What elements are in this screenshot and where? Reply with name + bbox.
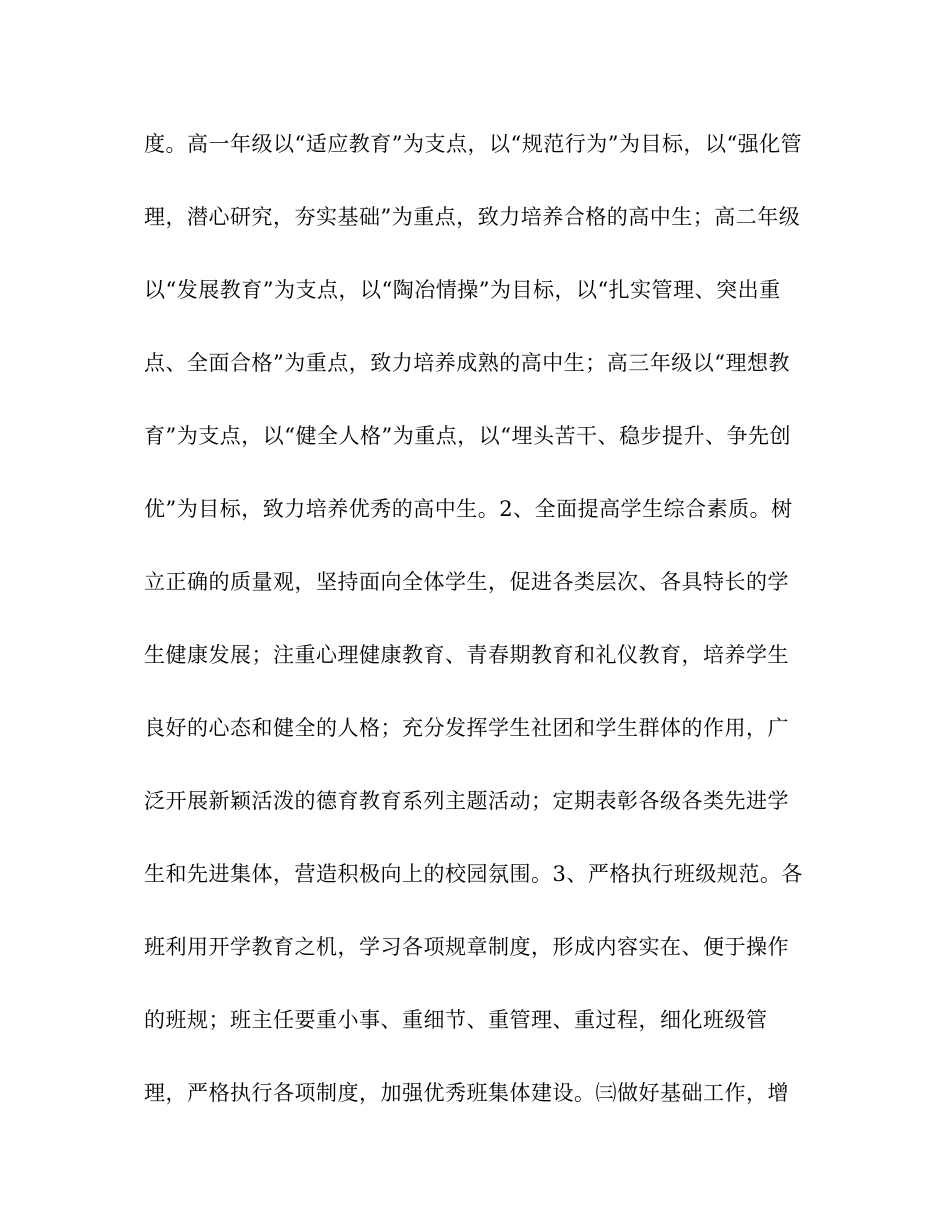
- text-line: 泛开展新颖活泼的德育教育系列主题活动；定期表彰各级各类先进学: [144, 789, 789, 813]
- text-line: 班利用开学教育之机，学习各项规章制度，形成内容实在、便于操作: [144, 935, 789, 959]
- text-line: 理，潜心研究，夯实基础”为重点，致力培养合格的高中生；高二年级: [144, 205, 801, 229]
- text-line: 以“发展教育”为支点，以“陶冶情操”为目标，以“扎实管理、突出重: [144, 278, 781, 302]
- text-line: 的班规；班主任要重小事、重细节、重管理、重过程，细化班级管: [144, 1008, 768, 1032]
- text-line: 理，严格执行各项制度，加强优秀班集体建设。㈢做好基础工作，增: [144, 1081, 789, 1105]
- text-line: 优”为目标，致力培养优秀的高中生。2、全面提高学生综合素质。树: [144, 497, 793, 521]
- text-line: 育”为支点，以“健全人格”为重点，以“埋头苦干、稳步提升、争先创: [144, 424, 791, 448]
- body-text: [144, 122, 814, 1144]
- text-line: 度。高一年级以“适应教育”为支点，以“规范行为”为目标，以“强化管: [144, 132, 803, 156]
- text-line: 立正确的质量观，坚持面向全体学生，促进各类层次、各具特长的学: [144, 570, 789, 594]
- text-line: 生和先进集体，营造积极向上的校园氛围。3、严格执行班级规范。各: [144, 862, 803, 886]
- text-line: 良好的心态和健全的人格；充分发挥学生社团和学生群体的作用，广: [144, 716, 789, 740]
- text-line: 生健康发展；注重心理健康教育、青春期教育和礼仪教育，培养学生: [144, 643, 789, 667]
- text-line: 点、全面合格”为重点，致力培养成熟的高中生；高三年级以“理想教: [144, 351, 790, 375]
